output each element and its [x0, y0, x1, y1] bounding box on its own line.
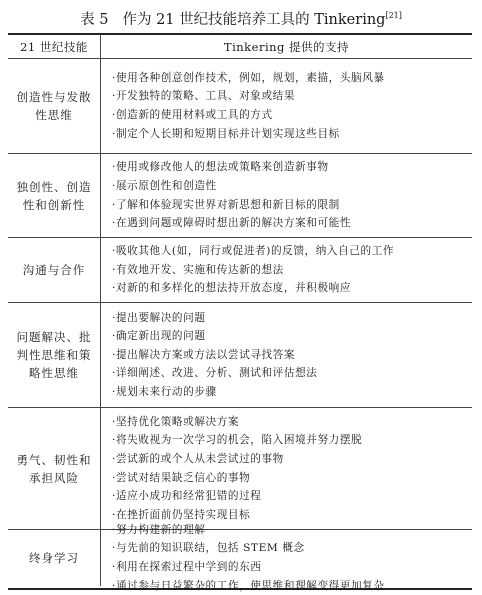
support-item: ·在遇到问题或障碍时想出新的解决方案和可能性 [112, 217, 352, 230]
header-skill: 21 世纪技能 [8, 35, 101, 59]
support-item: ·制定个人长期和短期目标并计划实现这些目标 [112, 127, 340, 140]
support-item: ·通过参与日益繁杂的工作，使思维和理解变得更加复杂 [112, 579, 385, 592]
support-item: ·尝试对结果缺乏信心的事物 [112, 471, 251, 484]
support-item: ·努力构建新的理解 [112, 523, 206, 536]
support-item: ·规划未来行动的步骤 [112, 385, 217, 398]
skills-table [8, 33, 472, 590]
support-cell [101, 303, 472, 408]
support-item: ·确定新出现的问题 [112, 330, 206, 343]
skill-cell: 独创性、创造性和创新性 [8, 154, 101, 238]
table-number: 表 5 [80, 12, 109, 28]
support-item: ·了解和体验现实世界对新思想和新目标的限制 [112, 198, 340, 211]
table-caption [0, 4, 482, 28]
support-cell [101, 154, 472, 238]
support-cell [101, 59, 472, 154]
support-item: ·有效地开发、实施和传达新的想法 [112, 263, 284, 276]
support-item: ·与先前的知识联结，包括 STEM 概念 [112, 542, 305, 555]
support-item: ·提出要解决的问题 [112, 311, 206, 324]
table-title: 作为 21 世纪技能培养工具的 Tinkering [122, 12, 386, 28]
skill-cell: 创造性与发散性思维 [8, 59, 101, 154]
header-support: Tinkering 提供的支持 [101, 35, 472, 59]
skill-cell: 问题解决、批判性思维和策略性思维 [8, 303, 101, 408]
skill-cell: 终身学习 [8, 530, 101, 586]
support-cell [101, 408, 472, 530]
support-item: ·提出解决方案或方法以尝试寻找答案 [112, 348, 296, 361]
citation-marker: [21] [385, 11, 402, 20]
support-cell [101, 238, 472, 303]
support-item: ·吸收其他人(如，同行或促进者)的反馈，纳入自己的工作 [112, 245, 395, 258]
support-item: ·将失败视为一次学习的机会，陷入困境并努力摆脱 [112, 434, 363, 447]
support-item: ·利用在探索过程中学到的东西 [112, 561, 262, 573]
support-item: ·详细阐述、改进、分析、测试和评估想法 [112, 367, 318, 380]
skill-cell: 沟通与合作 [8, 238, 101, 303]
support-item: ·开发独特的策略、工具、对象或结果 [112, 90, 296, 103]
support-item: ·创造新的使用材料或工具的方式 [112, 109, 273, 121]
support-item: ·展示原创性和创造性 [112, 179, 217, 192]
skill-cell: 勇气、韧性和承担风险 [8, 408, 101, 530]
support-item: ·坚持优化策略或解决方案 [112, 415, 240, 428]
support-item: ·尝试新的或个人从未尝试过的事物 [112, 452, 284, 465]
support-item: ·对新的和多样化的想法持开放态度，并积极响应 [112, 282, 352, 295]
support-item: ·适应小成功和经常犯错的过程 [112, 490, 262, 503]
support-item: ·使用各种创意创作技术，例如，规划，素描，头脑风暴 [112, 71, 385, 84]
support-cell [101, 523, 472, 592]
support-item: ·在挫折面前仍坚持实现目标 [112, 508, 251, 521]
support-item: ·使用或修改他人的想法或策略来创造新事物 [112, 161, 329, 174]
